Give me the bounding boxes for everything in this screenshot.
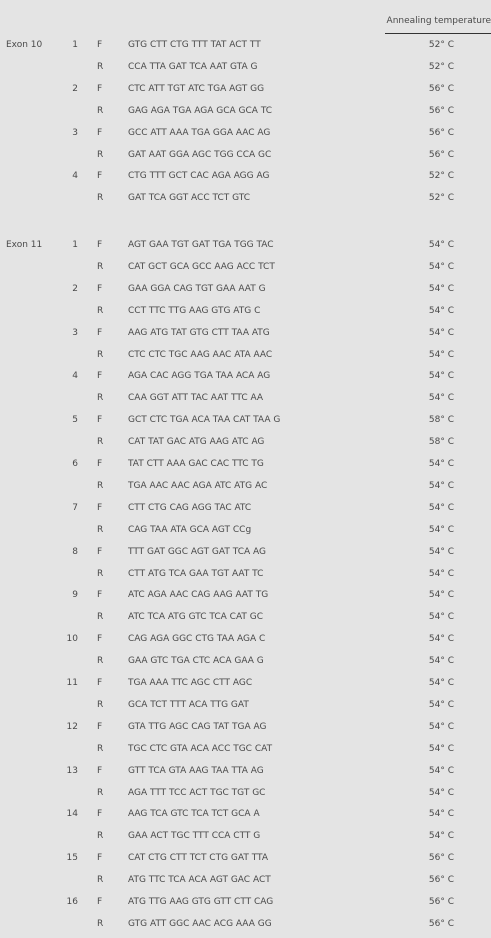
annealing-temperature: 58° C	[428, 415, 454, 426]
annealing-temperature: 52° C	[428, 171, 454, 182]
primer-row	[0, 524, 491, 537]
amplicon-number: 5	[72, 415, 78, 426]
annealing-temperature: 56° C	[428, 149, 454, 160]
primer-sequence: AAG TCA GTC TCA TCT GCA A	[128, 809, 260, 820]
amplicon-number: 8	[72, 546, 78, 557]
primer-row	[0, 830, 491, 843]
primer-direction: R	[97, 149, 104, 160]
primer-direction: F	[97, 40, 103, 50]
primer-direction: F	[97, 590, 103, 601]
amplicon-number: 3	[72, 127, 78, 138]
primer-row	[0, 502, 491, 515]
annealing-temperature: 54° C	[428, 634, 454, 645]
primer-row	[0, 808, 491, 821]
annealing-temperature-header: Annealing temperature	[386, 16, 491, 26]
primer-direction: F	[97, 502, 103, 513]
primer-row	[0, 39, 491, 52]
primer-direction: F	[97, 127, 103, 138]
primer-row	[0, 655, 491, 668]
annealing-temperature: 54° C	[428, 743, 454, 754]
annealing-temperature: 54° C	[428, 349, 454, 360]
primer-direction: R	[97, 743, 104, 754]
primer-direction: F	[97, 546, 103, 557]
annealing-temperature: 54° C	[428, 787, 454, 798]
primer-direction: F	[97, 634, 103, 645]
annealing-temperature: 54° C	[428, 590, 454, 601]
primer-direction: R	[97, 437, 104, 448]
annealing-temperature: 54° C	[428, 283, 454, 294]
primer-sequence: ATG TTC TCA ACA AGT GAC ACT	[128, 875, 271, 886]
amplicon-number: 4	[72, 371, 78, 382]
amplicon-number: 2	[72, 283, 78, 294]
primer-sequence: GAA GTC TGA CTC ACA GAA G	[128, 656, 264, 667]
annealing-temperature: 54° C	[428, 327, 454, 338]
primer-sequence: CTT ATG TCA GAA TGT AAT TC	[128, 568, 264, 579]
primer-sequence: CTC CTC TGC AAG AAC ATA AAC	[128, 349, 273, 360]
primer-row	[0, 349, 491, 362]
annealing-temperature: 56° C	[428, 105, 454, 116]
primer-row	[0, 83, 491, 96]
primer-sequence: CTG TTT GCT CAC AGA AGG AG	[128, 171, 270, 182]
primer-direction: F	[97, 171, 103, 182]
amplicon-number: 6	[72, 459, 78, 469]
primer-direction: R	[97, 699, 104, 710]
primer-row	[0, 305, 491, 318]
primer-row	[0, 392, 491, 405]
amplicon-number: 4	[72, 171, 78, 182]
primer-sequence: GAT AAT GGA AGC TGG CCA GC	[128, 149, 272, 160]
primer-sequence: CCA TTA GAT TCA AAT GTA G	[128, 61, 258, 72]
annealing-temperature: 54° C	[428, 699, 454, 710]
annealing-temperature: 54° C	[428, 459, 454, 469]
amplicon-number: 3	[72, 327, 78, 338]
exon-label: Exon 10	[6, 40, 43, 50]
primer-direction: F	[97, 327, 103, 338]
primer-direction: R	[97, 656, 104, 667]
amplicon-number: 7	[72, 502, 78, 513]
primer-sequence: ATC AGA AAC CAG AAG AAT TG	[128, 590, 269, 601]
amplicon-number: 1	[72, 240, 78, 250]
primer-row	[0, 852, 491, 865]
primer-row	[0, 61, 491, 74]
primer-direction: F	[97, 721, 103, 732]
primer-row	[0, 721, 491, 734]
primer-sequence: GTG ATT GGC AAC ACG AAA GG	[128, 918, 272, 929]
primer-sequence: CAG TAA ATA GCA AGT CCg	[128, 524, 252, 535]
annealing-temperature: 58° C	[428, 437, 454, 448]
annealing-temperature: 54° C	[428, 393, 454, 404]
annealing-temperature: 56° C	[428, 897, 454, 907]
amplicon-number: 9	[72, 590, 78, 601]
annealing-temperature: 54° C	[428, 305, 454, 316]
primer-sequence: CAT TAT GAC ATG AAG ATC AG	[128, 437, 265, 448]
primer-direction: F	[97, 371, 103, 382]
primer-row	[0, 480, 491, 493]
amplicon-number: 2	[72, 83, 78, 94]
primer-sequence: GTT TCA GTA AAG TAA TTA AG	[128, 765, 264, 776]
annealing-temperature: 56° C	[428, 127, 454, 138]
annealing-temperature: 54° C	[428, 612, 454, 623]
primer-row	[0, 874, 491, 887]
primer-sequence: TGA AAA TTC AGC CTT AGC	[128, 678, 253, 688]
primer-row	[0, 677, 491, 690]
primer-direction: R	[97, 875, 104, 886]
primer-sequence: GTG CTT CTG TTT TAT ACT TT	[128, 40, 261, 50]
primer-row	[0, 699, 491, 712]
primer-sequence: CCT TTC TTG AAG GTG ATG C	[128, 305, 261, 316]
primer-row	[0, 170, 491, 183]
primer-direction: F	[97, 853, 103, 864]
primer-row	[0, 192, 491, 205]
primer-row	[0, 436, 491, 449]
primer-direction: R	[97, 612, 104, 623]
primer-direction: F	[97, 240, 103, 250]
primer-direction: R	[97, 349, 104, 360]
primer-sequence: ATC TCA ATG GTC TCA CAT GC	[128, 612, 264, 623]
primer-direction: R	[97, 305, 104, 316]
primer-sequence: TGC CTC GTA ACA ACC TGC CAT	[128, 743, 273, 754]
primer-direction: R	[97, 787, 104, 798]
annealing-temperature: 56° C	[428, 83, 454, 94]
primer-sequence: GCT CTC TGA ACA TAA CAT TAA G	[128, 415, 281, 426]
primer-row	[0, 611, 491, 624]
annealing-temperature: 54° C	[428, 568, 454, 579]
primer-row	[0, 149, 491, 162]
primer-row	[0, 896, 491, 909]
primer-direction: F	[97, 765, 103, 776]
amplicon-number: 16	[66, 897, 78, 907]
primer-direction: F	[97, 678, 103, 688]
primer-direction: F	[97, 897, 103, 907]
annealing-temperature: 54° C	[428, 765, 454, 776]
primer-sequence: GCA TCT TTT ACA TTG GAT	[128, 699, 249, 710]
primer-row	[0, 414, 491, 427]
primer-sequence: AGA TTT TCC ACT TGC TGT GC	[128, 787, 266, 798]
primer-sequence: CTT CTG CAG AGG TAC ATC	[128, 502, 252, 513]
amplicon-number: 1	[72, 40, 78, 50]
primer-direction: R	[97, 261, 104, 272]
annealing-temperature: 54° C	[428, 261, 454, 272]
primer-row	[0, 787, 491, 800]
primer-row	[0, 568, 491, 581]
primer-direction: R	[97, 193, 104, 204]
primer-sequence: ATG TTG AAG GTG GTT CTT CAG	[128, 897, 274, 907]
primer-row	[0, 283, 491, 296]
annealing-temperature: 52° C	[428, 193, 454, 204]
primer-direction: R	[97, 105, 104, 116]
annealing-temperature: 54° C	[428, 678, 454, 688]
annealing-temperature: 54° C	[428, 546, 454, 557]
primer-direction: R	[97, 524, 104, 535]
primer-direction: R	[97, 61, 104, 72]
primer-direction: F	[97, 415, 103, 426]
primer-row	[0, 918, 491, 931]
primer-sequence: CAA GGT ATT TAC AAT TTC AA	[128, 393, 264, 404]
annealing-temperature: 52° C	[428, 40, 454, 50]
primer-sequence: AGA CAC AGG TGA TAA ACA AG	[128, 371, 271, 382]
annealing-temperature: 54° C	[428, 831, 454, 842]
header-rule	[385, 33, 491, 34]
primer-direction: R	[97, 918, 104, 929]
annealing-temperature: 54° C	[428, 656, 454, 667]
annealing-temperature: 56° C	[428, 853, 454, 864]
exon-label: Exon 11	[6, 240, 43, 250]
primer-sequence: CTC ATT TGT ATC TGA AGT GG	[128, 83, 265, 94]
primer-direction: F	[97, 809, 103, 820]
primer-direction: R	[97, 831, 104, 842]
primer-sequence: CAT CTG CTT TCT CTG GAT TTA	[128, 853, 269, 864]
primer-sequence: AAG ATG TAT GTG CTT TAA ATG	[128, 327, 270, 338]
annealing-temperature: 54° C	[428, 721, 454, 732]
annealing-temperature: 52° C	[428, 61, 454, 72]
primer-row	[0, 261, 491, 274]
amplicon-number: 14	[66, 809, 78, 820]
annealing-temperature: 56° C	[428, 875, 454, 886]
primer-row	[0, 327, 491, 340]
primer-row	[0, 765, 491, 778]
annealing-temperature: 54° C	[428, 809, 454, 820]
primer-sequence: GAA ACT TGC TTT CCA CTT G	[128, 831, 261, 842]
primer-sequence: GAG AGA TGA AGA GCA GCA TC	[128, 105, 273, 116]
primer-direction: R	[97, 568, 104, 579]
primer-sequence: GTA TTG AGC CAG TAT TGA AG	[128, 721, 267, 732]
annealing-temperature: 54° C	[428, 480, 454, 491]
primer-row	[0, 546, 491, 559]
amplicon-number: 11	[66, 678, 78, 688]
primer-direction: F	[97, 283, 103, 294]
primer-direction: R	[97, 480, 104, 491]
primer-row	[0, 239, 491, 252]
primer-sequence: AGT GAA TGT GAT TGA TGG TAC	[128, 240, 274, 250]
primer-direction: F	[97, 459, 103, 469]
primer-sequence: TTT GAT GGC AGT GAT TCA AG	[128, 546, 266, 557]
primer-row	[0, 127, 491, 140]
annealing-temperature: 54° C	[428, 240, 454, 250]
amplicon-number: 13	[66, 765, 78, 776]
primer-sequence: GCC ATT AAA TGA GGA AAC AG	[128, 127, 271, 138]
amplicon-number: 10	[66, 634, 78, 645]
primer-row	[0, 370, 491, 383]
amplicon-number: 15	[66, 853, 78, 864]
primer-row	[0, 589, 491, 602]
annealing-temperature: 56° C	[428, 918, 454, 929]
annealing-temperature: 54° C	[428, 371, 454, 382]
amplicon-number: 12	[66, 721, 78, 732]
primer-sequence: GAT TCA GGT ACC TCT GTC	[128, 193, 250, 204]
primer-sequence: GAA GGA CAG TGT GAA AAT G	[128, 283, 266, 294]
primer-row	[0, 633, 491, 646]
primer-sequence: TGA AAC AAC AGA ATC ATG AC	[128, 480, 268, 491]
primer-row	[0, 105, 491, 118]
primer-sequence: CAT GCT GCA GCC AAG ACC TCT	[128, 261, 275, 272]
annealing-temperature: 54° C	[428, 502, 454, 513]
primer-direction: R	[97, 393, 104, 404]
primer-sequence: TAT CTT AAA GAC CAC TTC TG	[128, 459, 264, 469]
primer-row	[0, 458, 491, 471]
primer-direction: F	[97, 83, 103, 94]
primer-sequence: CAG AGA GGC CTG TAA AGA C	[128, 634, 266, 645]
annealing-temperature: 54° C	[428, 524, 454, 535]
primer-row	[0, 743, 491, 756]
